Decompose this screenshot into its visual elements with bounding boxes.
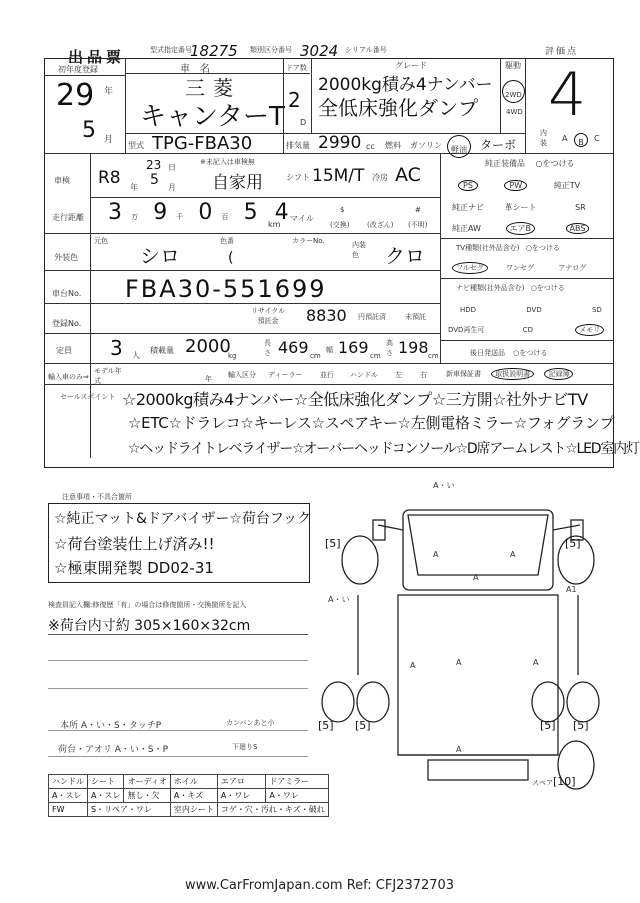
cond-value-handle: A・スレ xyxy=(49,789,88,803)
type-designation-value: 18275 xyxy=(190,42,238,60)
equip-tv: 純正TV xyxy=(553,181,581,190)
diagram-mark-top: A・い xyxy=(433,481,455,490)
inspection-era: R8 xyxy=(98,168,121,188)
cond-interior-seat: 室内シート xyxy=(170,803,217,817)
drive-4wd-option: 4WD xyxy=(506,108,523,116)
tv-items xyxy=(452,262,586,274)
turbo-label: ターボ xyxy=(480,138,517,152)
mile-label: マイル xyxy=(290,214,314,223)
shift-label: シフト xyxy=(286,173,310,182)
diagram-mark-a7: A xyxy=(456,745,462,754)
import-parallel: 並行 xyxy=(320,371,334,379)
mileage-unit-man: 万 xyxy=(131,213,139,221)
navi-cd: CD xyxy=(522,326,533,334)
category-value: 3024 xyxy=(300,42,339,60)
inspector-line2-b: カンバンあと小 xyxy=(226,719,275,727)
notes-line3: ☆極東開発製 DD02-31 xyxy=(54,559,214,577)
equip-airbag: エアB xyxy=(509,224,531,233)
interior-grade-c: C xyxy=(594,134,600,143)
import-handle-label: ハンドル xyxy=(350,371,378,379)
notes-line1: ☆純正マット&ドアバイザー☆荷台フック xyxy=(54,511,311,527)
mileage-label: 走行距離 xyxy=(52,213,84,222)
mileage-unit-sen: 千 xyxy=(176,213,184,221)
capacity-value: 3 xyxy=(110,336,123,360)
mileage-digit-2: 9 xyxy=(153,200,168,225)
diagram-mark-left: A・い xyxy=(328,595,350,604)
equip-ps: PS xyxy=(463,181,473,190)
load-label: 積載量 xyxy=(150,346,174,355)
mileage-digit-4: 5 xyxy=(243,200,258,225)
model-year-unit: 年 xyxy=(205,375,212,383)
color-no-label: カラーNo. xyxy=(292,237,325,245)
spare-value: 10 xyxy=(557,775,572,788)
inspection-month-unit: 月 xyxy=(168,183,176,192)
ac-label: 冷房 xyxy=(372,173,388,182)
original-color-value: シロ xyxy=(140,244,180,268)
after-title-text: 後日発送品 xyxy=(470,349,505,357)
tire-rear-left-inner: [5] xyxy=(355,719,371,732)
height-unit: cm xyxy=(428,352,439,360)
chassis-label: 車台No. xyxy=(52,289,82,298)
capacity-label: 定員 xyxy=(56,346,72,355)
registration-year-unit: 年 xyxy=(104,87,114,97)
sales-points-line2: ☆ETC☆ドラレコ☆キーレス☆スペアキー☆左側電格ミラー☆フォグランプ xyxy=(128,414,615,432)
mileage-digit-5: 4 xyxy=(274,200,289,225)
recycle-unit: 円預託済 xyxy=(358,313,386,321)
exterior-color-label: 外装色 xyxy=(54,253,78,262)
score-value: 4 xyxy=(548,60,587,130)
inspector-line3-b: 下廻りS xyxy=(232,743,258,751)
mileage-digit-3: 0 xyxy=(198,200,213,225)
interior-grade-b xyxy=(574,130,588,149)
diagram-mark-a3: A xyxy=(473,573,479,582)
score-label: 評価点 xyxy=(545,47,579,57)
fuel-gasoline: ガソリン xyxy=(410,141,442,150)
mile-replaced: (交換) xyxy=(330,221,350,229)
recycle-label: リサイクル預託金 xyxy=(250,307,286,325)
height-label: 高さ xyxy=(386,339,393,357)
mileage-digit-1: 3 xyxy=(108,200,122,225)
notes-line2: ☆荷台塗装仕上げ済み!! xyxy=(54,535,215,553)
tv-fullseg: フルセグ xyxy=(456,264,484,272)
tire-front-right: [5] xyxy=(565,537,581,550)
sales-points-label: セールスポイント xyxy=(60,393,116,401)
after-title xyxy=(470,348,547,358)
navi-title-text: ナビ種類(社外品含む) xyxy=(456,284,525,292)
equip-navi: 純正ナビ xyxy=(452,203,484,212)
fuel-diesel-option xyxy=(447,135,471,158)
cond-interior-seat-value: コゲ・穴・汚れ・キズ・破れ xyxy=(217,803,328,817)
navi-title xyxy=(456,283,565,293)
inspection-note: ※未記入は車検無 xyxy=(200,158,255,166)
cond-value-seat: A・スレ xyxy=(88,789,124,803)
height-value: 198 xyxy=(398,338,429,357)
cond-fw: FW xyxy=(49,803,88,817)
mile-hash: # xyxy=(415,206,421,214)
length-label: 長さ xyxy=(264,339,271,357)
interior-label: 内装 xyxy=(540,129,547,147)
tire-front-left: [5] xyxy=(325,537,341,550)
registration-label: 初年度登録 xyxy=(58,65,98,74)
navi-note: ○をつける xyxy=(530,284,565,292)
fuel-diesel-text: 軽油 xyxy=(451,145,467,154)
after-records: 記録簿 xyxy=(548,370,570,378)
mileage-unit-hyaku: 百 xyxy=(221,213,229,221)
recycle-pending: 未預託 xyxy=(405,313,426,321)
length-value: 469 xyxy=(278,338,309,357)
import-left: 左 xyxy=(395,371,402,379)
width-label: 幅 xyxy=(326,346,333,354)
tv-title-text: TV種類(社外品含む) xyxy=(456,244,520,252)
serial-label: シリアル番号 xyxy=(345,46,387,54)
registration-year: 29 xyxy=(56,78,95,113)
cond-header-aero: エアロ xyxy=(217,775,266,789)
car-name-label: 車名 xyxy=(180,64,220,75)
load-unit: kg xyxy=(228,352,237,360)
import-category-label: 輸入区分 xyxy=(228,371,256,379)
cond-header-seat: シート xyxy=(88,775,124,789)
cond-value-aero: A・ワレ xyxy=(217,789,266,803)
type-designation-label: 型式指定番号 xyxy=(150,46,192,54)
drive-2wd-option xyxy=(502,80,525,103)
navi-dvd-play: DVD再生可 xyxy=(448,326,485,334)
cond-header-audio: オーディオ xyxy=(124,775,170,789)
original-color-label: 元色 xyxy=(94,237,108,245)
doors-value: 2 xyxy=(288,88,301,112)
tire-rear-right-inner: [5] xyxy=(540,719,556,732)
registration-month-unit: 月 xyxy=(104,135,114,145)
doors-label: ドア数 xyxy=(286,64,307,72)
interior-color-value: クロ xyxy=(385,244,425,268)
equipment-title-text: 純正装備品 xyxy=(485,159,525,168)
diagram-mark-a5: A xyxy=(456,658,462,667)
color-number-value: ( xyxy=(228,250,234,266)
condition-table xyxy=(48,774,329,817)
tv-note: ○をつける xyxy=(525,244,560,252)
maker-name: 三菱 xyxy=(185,76,241,100)
equipment-title xyxy=(485,158,575,169)
spare-label: スペア xyxy=(532,779,553,787)
diagram-mark-a1: A xyxy=(433,550,439,559)
length-unit: cm xyxy=(310,352,321,360)
diagram-mark-a2: A xyxy=(510,550,516,559)
sales-points-line1: ☆2000kg積み4ナンバー☆全低床強化ダンプ☆三方開☆社外ナビTV xyxy=(122,390,588,409)
inspector-line2-a: 本所 A・い・S・タッチP xyxy=(60,721,162,731)
after-manual: 取扱説明書 xyxy=(495,370,531,378)
tire-rear-left-inner-value: 5 xyxy=(359,719,367,732)
equipment-row1 xyxy=(458,180,580,191)
shift-value: 15M/T xyxy=(312,166,365,186)
mileage-unit: km xyxy=(268,220,281,229)
grade-label: グレード xyxy=(395,61,427,70)
mile-tampered: (改ざん) xyxy=(367,221,394,229)
navi-sd: SD xyxy=(591,306,602,314)
inspector-line3-a: 荷台・アオリ A・い・S・P xyxy=(58,745,169,755)
tv-oneseg: ワンセグ xyxy=(505,264,534,272)
cond-value-wheel: A・キズ xyxy=(170,789,217,803)
notes-label: 注意事項・不具合箇所 xyxy=(62,493,132,501)
cond-header-wheel: ホイル xyxy=(170,775,217,789)
recycle-value: 8830 xyxy=(306,306,347,325)
diagram-mark-a4: A xyxy=(410,661,416,670)
model-year-label: モデル年式 xyxy=(94,367,122,385)
navi-dvd: DVD xyxy=(526,306,542,314)
import-right: 右 xyxy=(420,371,427,379)
cond-value-audio: 無し・欠 xyxy=(124,789,170,803)
interior-grade-b-text: B xyxy=(578,138,584,147)
equip-abs: ABS xyxy=(569,224,586,233)
width-value: 169 xyxy=(338,338,369,357)
tire-rear-left-outer: [5] xyxy=(318,719,334,732)
import-dealer: ディーラー xyxy=(268,371,303,379)
mile-dollar: $ xyxy=(340,206,345,214)
interior-grade-a: A xyxy=(562,134,568,143)
inspector-label: 検査員記入欄:修復歴「有」の場合は修復箇所・交換箇所を記入 xyxy=(48,601,247,609)
inspection-year-unit: 年 xyxy=(130,183,138,192)
equipment-row3 xyxy=(452,222,589,235)
sales-points-line3: ☆ヘッドライトレベライザー☆オーバーヘッドコンソール☆D席アームレスト☆LED室内灯 xyxy=(128,441,639,457)
category-label: 類別区分番号 xyxy=(250,46,292,54)
mileage-digits xyxy=(108,200,289,225)
grade-line1: 2000kg積み4ナンバー xyxy=(318,75,493,95)
drive-2wd-text: 2WD xyxy=(505,91,522,99)
tire-front-left-value: 5 xyxy=(329,537,337,550)
equip-pw: PW xyxy=(509,181,523,190)
model-name: キャンターT xyxy=(140,102,285,132)
form-title: 出品票 xyxy=(68,48,126,66)
spare-tire: スペア[10] xyxy=(532,775,576,788)
navi-items-row2 xyxy=(448,324,604,336)
inspection-label: 車検 xyxy=(54,176,70,185)
equip-leather: 革シート xyxy=(504,203,537,212)
fuel-label: 燃料 xyxy=(385,141,401,150)
usage-value: 自家用 xyxy=(212,173,263,193)
inspection-month: 5 xyxy=(150,172,159,188)
drive-label: 駆動 xyxy=(505,61,521,70)
inspection-day: 23 xyxy=(146,158,162,172)
tv-analog: アナログ xyxy=(558,264,587,272)
footer-reference: www.CarFromJapan.com Ref: CFJ2372703 xyxy=(185,878,455,893)
tire-front-right-value: 5 xyxy=(569,537,577,550)
diagram-mark-right: A1 xyxy=(566,585,577,594)
cond-fw-value: S・リペア・ワレ xyxy=(88,803,171,817)
after-warranty: 新車保証書 xyxy=(446,370,481,378)
tv-title xyxy=(456,243,560,253)
equip-aw: 純正AW xyxy=(452,224,481,233)
load-value: 2000 xyxy=(185,336,231,357)
width-unit: cm xyxy=(370,352,381,360)
inspector-line1: ※荷台内寸約 305×160×32cm xyxy=(48,618,251,634)
cond-header-mirror: ドアミラー xyxy=(266,775,328,789)
displacement-unit: cc xyxy=(366,142,375,151)
displacement-label: 排気量 xyxy=(286,141,310,150)
import-label: 輸入車のみ⇒ xyxy=(48,373,89,381)
type-label: 型式 xyxy=(128,141,144,150)
displacement-value: 2990 xyxy=(318,133,362,153)
mile-unknown: (不明) xyxy=(408,221,428,229)
tire-rear-right-outer: [5] xyxy=(573,719,589,732)
equip-sr: SR xyxy=(575,203,586,212)
registration-month: 5 xyxy=(82,118,96,143)
navi-memory: メモリ xyxy=(579,326,601,334)
diagram-mark-a6: A xyxy=(533,658,539,667)
chassis-value: FBA30-551699 xyxy=(125,275,327,303)
type-value: TPG-FBA30 xyxy=(152,133,253,154)
navi-items-row1 xyxy=(460,306,602,314)
tire-rear-right-inner-value: 5 xyxy=(544,719,552,732)
equipment-row2 xyxy=(452,202,586,213)
truck-damage-diagram xyxy=(318,480,618,810)
inspection-day-unit: 日 xyxy=(168,163,176,172)
reg-number-label: 登録No. xyxy=(52,319,82,328)
grade-line2: 全低床強化ダンプ xyxy=(318,96,479,120)
color-number-label: 色番 xyxy=(220,237,234,245)
cond-value-mirror: A・ワレ xyxy=(266,789,328,803)
cond-header-handle: ハンドル xyxy=(49,775,88,789)
interior-color-label: 内装色 xyxy=(352,241,366,259)
after-items xyxy=(446,368,573,380)
capacity-unit: 人 xyxy=(132,351,140,360)
ac-value: AC xyxy=(395,164,421,186)
after-note: ○をつける xyxy=(513,349,548,357)
doors-unit: D xyxy=(300,118,307,127)
tire-rear-left-outer-value: 5 xyxy=(322,719,330,732)
tire-rear-right-outer-value: 5 xyxy=(577,719,585,732)
navi-hdd: HDD xyxy=(460,306,477,314)
equipment-note: ○をつける xyxy=(535,159,575,168)
